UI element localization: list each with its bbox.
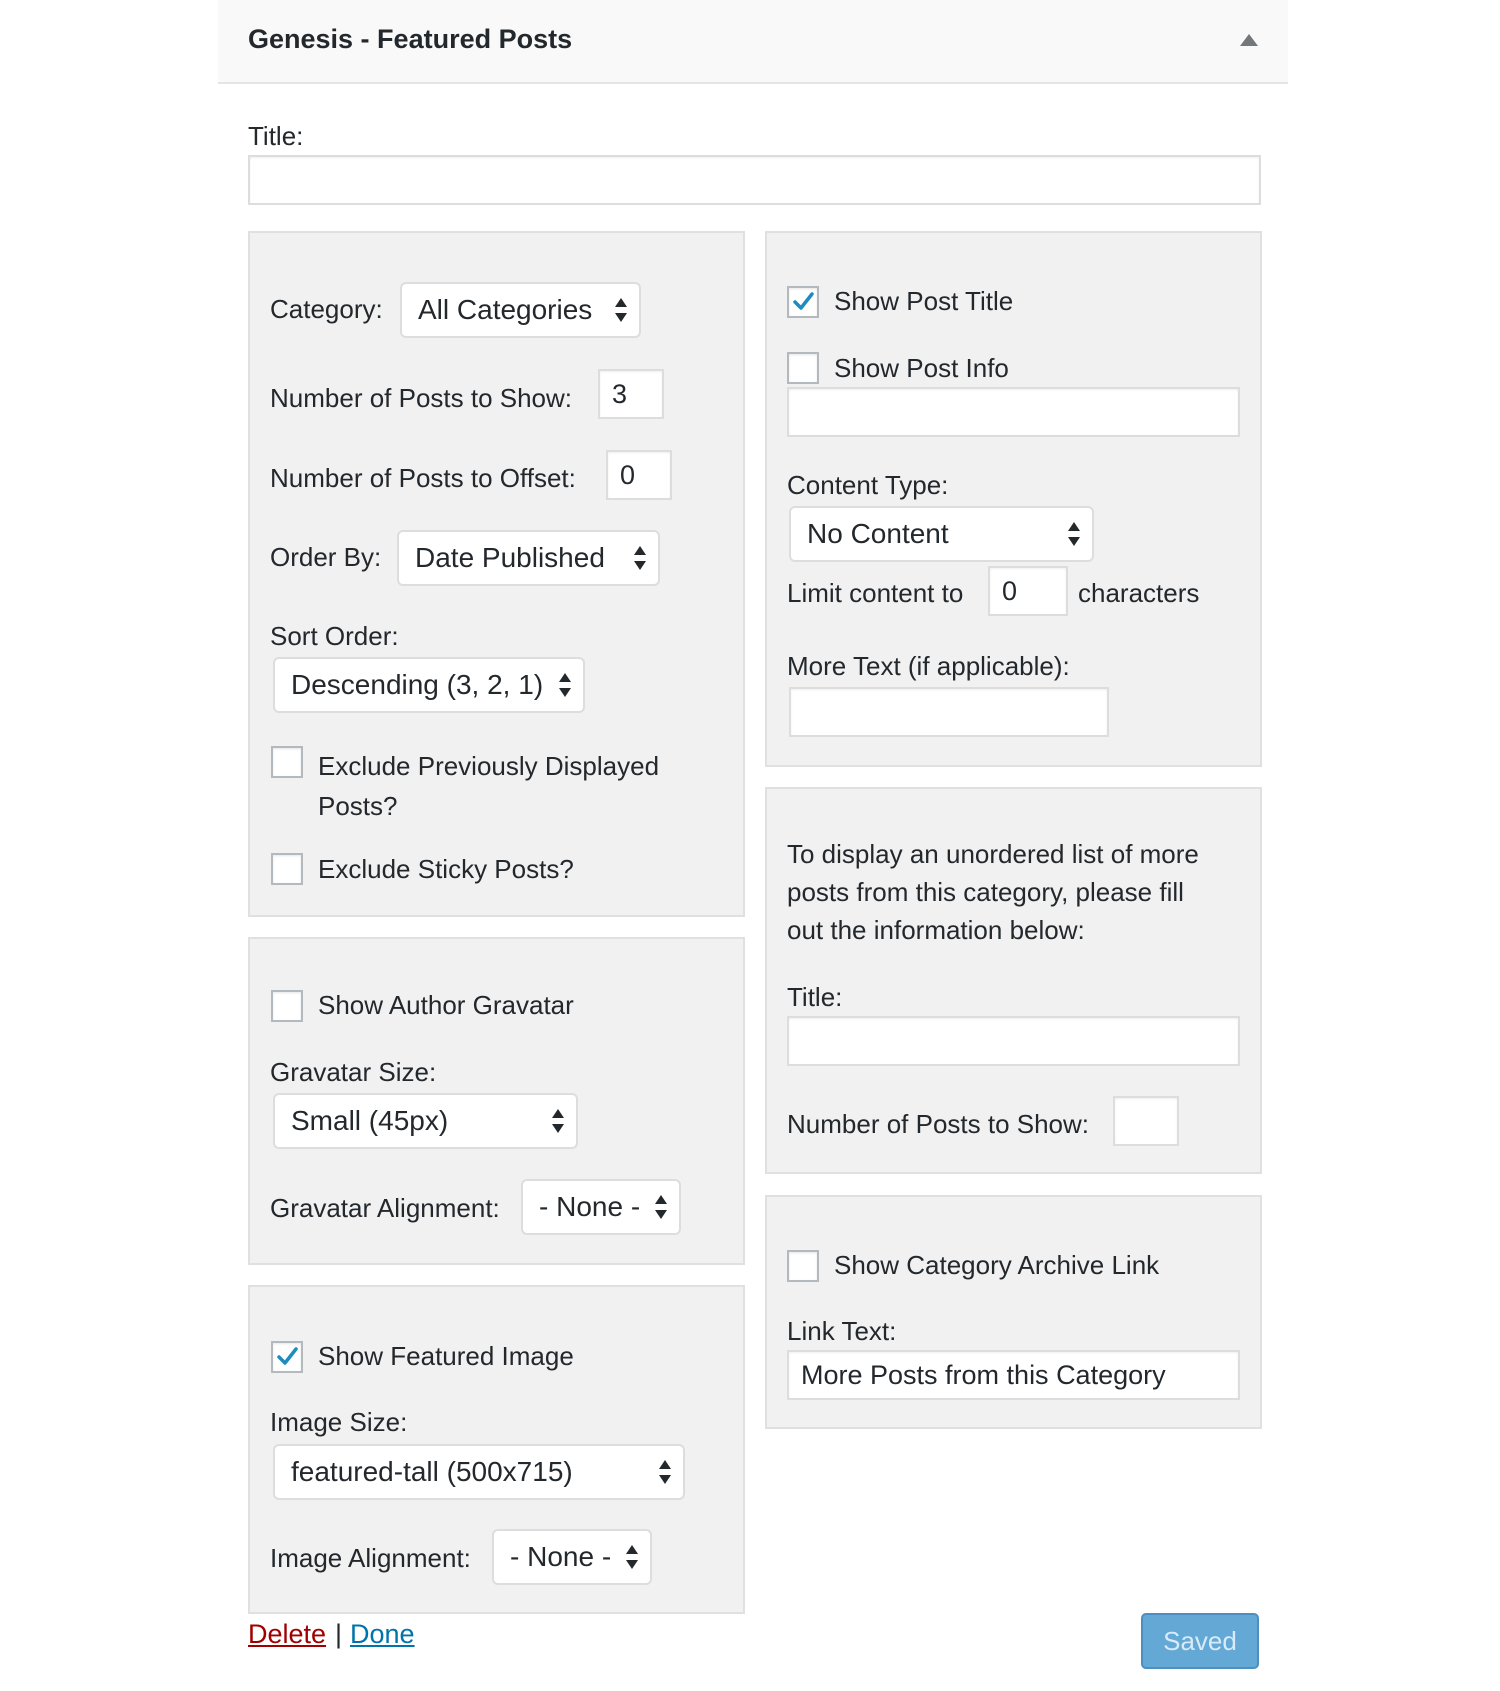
show-gravatar-label: Show Author Gravatar	[318, 990, 574, 1020]
select-arrows-icon	[634, 546, 646, 570]
more-posts-num-label: Number of Posts to Show:	[787, 1109, 1090, 1139]
content-type-select-value: No Content	[807, 518, 949, 549]
title-input[interactable]	[248, 155, 1261, 205]
content-type-label: Content Type:	[787, 470, 949, 500]
exclude-displayed-text: Exclude Previously Displayed Posts?	[318, 751, 660, 821]
select-arrows-icon	[1068, 522, 1080, 546]
show-post-info-checkbox[interactable]	[787, 352, 819, 384]
footer-separator: |	[335, 1619, 343, 1649]
link-text-input[interactable]	[787, 1350, 1240, 1400]
image-size-label: Image Size:	[270, 1407, 408, 1437]
select-arrows-icon	[552, 1109, 564, 1133]
select-arrows-icon	[655, 1195, 667, 1219]
category-select-value: All Categories	[418, 294, 593, 325]
gravatar-alignment-label: Gravatar Alignment:	[270, 1193, 500, 1223]
show-archive-link-checkbox[interactable]	[787, 1250, 819, 1282]
limit-content-input[interactable]	[988, 566, 1068, 616]
order-by-label: Order By:	[270, 542, 382, 572]
title-label: Title:	[248, 121, 304, 151]
image-alignment-select[interactable]	[492, 1529, 652, 1585]
more-text-label: More Text (if applicable):	[787, 651, 1070, 681]
show-image-label: Show Featured Image	[318, 1341, 574, 1371]
more-posts-num-input[interactable]	[1113, 1096, 1179, 1146]
show-archive-link-label: Show Category Archive Link	[834, 1250, 1160, 1280]
image-alignment-select-value: - None -	[510, 1541, 612, 1572]
exclude-displayed-label	[318, 746, 718, 826]
offset-input[interactable]	[606, 450, 672, 500]
limit-suffix-label: characters	[1078, 578, 1200, 608]
more-posts-title-input[interactable]	[787, 1016, 1240, 1066]
show-post-title-label: Show Post Title	[834, 286, 1014, 316]
show-gravatar-checkbox[interactable]	[271, 990, 303, 1022]
sort-order-label: Sort Order:	[270, 621, 399, 651]
show-post-title-checkbox[interactable]	[787, 286, 819, 318]
sort-order-select[interactable]	[273, 657, 585, 713]
saved-button[interactable]: Saved	[1141, 1613, 1259, 1669]
offset-label: Number of Posts to Offset:	[270, 463, 576, 493]
more-posts-title-label: Title:	[787, 982, 843, 1012]
sort-order-select-value: Descending (3, 2, 1)	[291, 669, 544, 700]
widget-header[interactable]	[218, 0, 1288, 84]
select-arrows-icon	[626, 1545, 638, 1569]
exclude-sticky-checkbox[interactable]	[271, 853, 303, 885]
gravatar-size-select-value: Small (45px)	[291, 1105, 449, 1136]
gravatar-size-select[interactable]	[273, 1093, 578, 1149]
num-posts-label: Number of Posts to Show:	[270, 383, 573, 413]
select-arrows-icon	[659, 1460, 671, 1484]
image-size-select[interactable]	[273, 1444, 685, 1500]
limit-content-label: Limit content to	[787, 578, 964, 608]
gravatar-alignment-select[interactable]	[521, 1179, 681, 1235]
content-type-select[interactable]	[789, 506, 1094, 562]
order-by-select[interactable]	[397, 530, 660, 586]
widget-title: Genesis - Featured Posts	[248, 24, 573, 54]
delete-link[interactable]: Delete	[248, 1619, 327, 1649]
link-text-label: Link Text:	[787, 1316, 897, 1346]
order-by-select-value: Date Published	[415, 542, 605, 573]
gravatar-size-label: Gravatar Size:	[270, 1057, 437, 1087]
exclude-displayed-checkbox[interactable]	[271, 746, 303, 778]
gravatar-alignment-select-value: - None -	[539, 1191, 641, 1222]
done-link[interactable]: Done	[350, 1619, 415, 1649]
select-arrows-icon	[615, 298, 627, 322]
exclude-sticky-label: Exclude Sticky Posts?	[318, 854, 574, 884]
image-alignment-label: Image Alignment:	[270, 1543, 471, 1573]
more-text-input[interactable]	[789, 687, 1109, 737]
image-size-select-value: featured-tall (500x715)	[291, 1456, 573, 1487]
show-image-checkbox[interactable]	[271, 1341, 303, 1373]
checkmark-icon	[790, 289, 816, 315]
category-label: Category:	[270, 294, 383, 324]
show-post-info-label: Show Post Info	[834, 353, 1009, 383]
post-info-input[interactable]	[787, 387, 1240, 437]
checkmark-icon	[274, 1344, 300, 1370]
category-select[interactable]	[400, 282, 641, 338]
select-arrows-icon	[559, 673, 571, 697]
caret-up-icon[interactable]	[1240, 34, 1258, 46]
more-posts-description: To display an unordered list of more posts from this category, please fill out the information below:	[787, 839, 1199, 945]
num-posts-input[interactable]	[598, 369, 664, 419]
